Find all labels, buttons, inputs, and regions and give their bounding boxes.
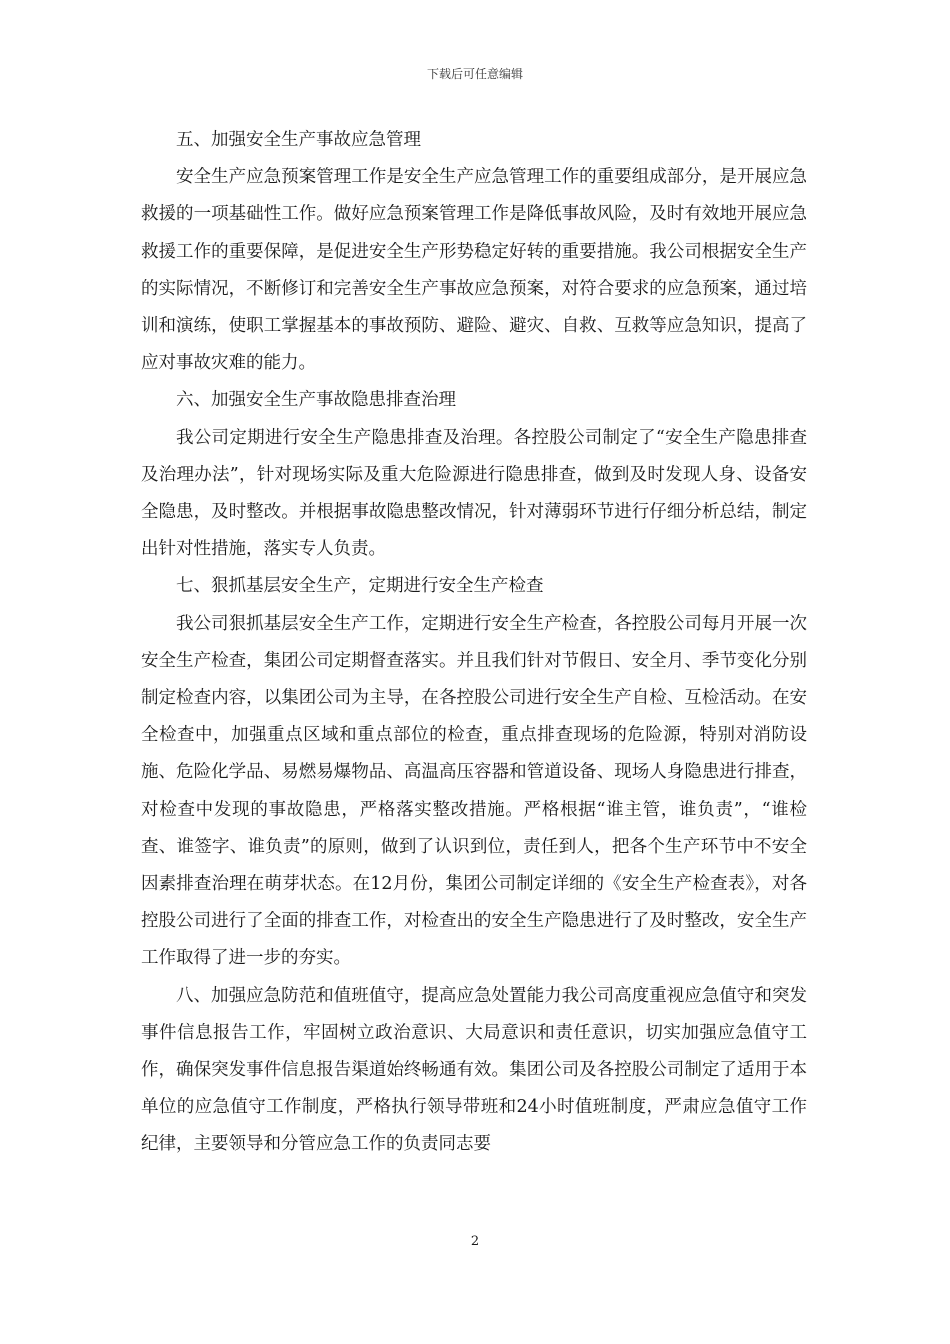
page-number: 2 <box>470 1234 480 1249</box>
section-heading-7: 七、狠抓基层安全生产，定期进行安全生产检查 <box>176 576 544 597</box>
section-7-paragraph: 我公司狠抓基层安全生产工作，定期进行安全生产检查，各控股公司每月开展一次安全生产检查，集团公司定期督查落实。并且我们针对节假日、安全月、季节变化分别制定检查内容，以集团公司为主导，在各控股公司进行安全生产自检、互检活动。在安全检查中，加强重点区域和重点部位的检查，重点排查现场的危险源，特别对消防设施、危险化学品、易燃易爆物品、高温高压容器和管道设备、现场人身隐患进行排查，对检查中发现的事故隐患，严格落实整改措施。严格根据“谁主管，谁负责”，“谁检查、谁签字、谁负责”的原则，做到了认识到位，责任到人，把各个生产环节中不安全因素排查治理在萌芽状态。在12月份，集团公司制定详细的《安全生产检查表》，对各控股公司进行了全面的排查工作，对检查出的安全生产隐患进行了及时整改，安全生产工作取得了进一步的夯实。 <box>141 613 807 969</box>
section-5-paragraph: 安全生产应急预案管理工作是安全生产应急管理工作的重要组成部分，是开展应急救援的一项基础性工作。做好应急预案管理工作是降低事故风险，及时有效地开展应急救援工作的重要保障，是促进安全生产形势稳定好转的重要措施。我公司根据安全生产的实际情况，不断修订和完善安全生产事故应急预案，对符合要求的应急预案，通过培训和演练，使职工掌握基本的事故预防、避险、避灾、自救、互救等应急知识，提高了应对事故灾难的能力。 <box>141 167 807 374</box>
document-body <box>141 122 807 1164</box>
page-header: 下载后可任意编辑 <box>426 67 523 81</box>
section-6-paragraph: 我公司定期进行安全生产隐患排查及治理。各控股公司制定了“安全生产隐患排查及治理办法”，针对现场实际及重大危险源进行隐患排查，做到及时发现人身、设备安全隐患，及时整改。并根据事故隐患整改情况，针对薄弱环节进行仔细分析总结，制定出针对性措施，落实专人负责。 <box>141 427 807 560</box>
section-heading-5: 五、加强安全生产事故应急管理 <box>176 130 421 150</box>
section-8-paragraph: 八、加强应急防范和值班值守，提高应急处置能力我公司高度重视应急值守和突发事件信息报告工作，牢固树立政治意识、大局意识和责任意识，切实加强应急值守工作，确保突发事件信息报告渠道始终畅通有效。集团公司及各控股公司制定了适用于本单位的应急值守工作制度，严格执行领导带班和24小时值班制度，严肃应急值守工作纪律，主要领导和分管应急工作的负责同志要 <box>141 985 807 1155</box>
section-heading-6: 六、加强安全生产事故隐患排查治理 <box>176 390 456 411</box>
